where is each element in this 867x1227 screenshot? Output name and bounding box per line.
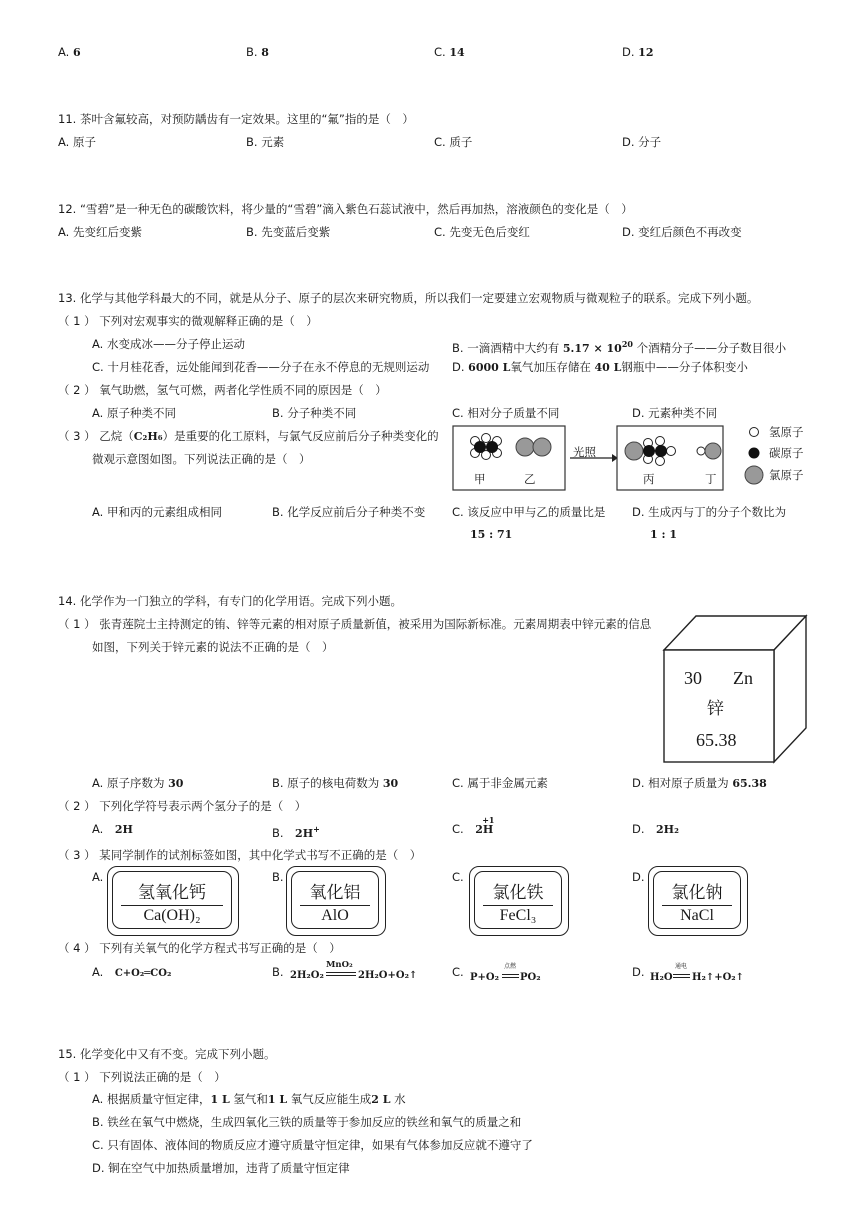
zinc-name: 锌	[707, 699, 724, 719]
q14-part2-option-d[interactable]: D. 2H₂	[632, 822, 679, 836]
arrow-label: 光照	[573, 445, 596, 459]
q13-part3-option-b[interactable]: B. 化学反应前后分子种类不变	[272, 505, 426, 519]
q14-part1-stem: （ 1 ） 张青莲院士主持测定的铕、锌等元素的相对原子质量新值，被采用为国际新标准。元素周期表中锌元素的信息	[58, 617, 652, 631]
q12-option-b[interactable]: B. 先变蓝后变紫	[246, 225, 331, 239]
q14-part1-stem-line2: 如图，下列关于锌元素的说法不正确的是（ ）	[92, 640, 334, 654]
zinc-atomic-number: 30	[684, 668, 702, 688]
eq-b-left: 2H₂O₂	[290, 970, 324, 981]
q15-option-c[interactable]: C. 只有固体、液体间的物质反应才遵守质量守恒定律，如果有气体参加反应就不遵守了	[92, 1138, 533, 1152]
q11-option-c[interactable]: C. 质子	[434, 135, 473, 149]
eq-c-right: PO₂	[520, 972, 541, 983]
hydrogen-atom	[697, 447, 705, 455]
q13-stem: 13. 化学与其他学科最大的不同，就是从分子、原子的层次来研究物质，所以我们一定要建立宏观物质与微观粒子的联系。完成下列小题。	[58, 291, 759, 305]
q15-option-d[interactable]: D. 铜在空气中加热质量增加，违背了质量守恒定律	[92, 1161, 350, 1175]
label-option-b[interactable]: B.	[272, 870, 284, 884]
q14-part3-stem: （ 3 ） 某同学制作的试剂标签如图，其中化学式书写不正确的是（ ）	[58, 848, 422, 862]
q13-part3-option-d[interactable]: D. 生成丙与丁的分子个数比为	[632, 505, 787, 519]
legend-chlorine: 氯原子	[769, 468, 804, 482]
eq-b-right: 2H₂O+O₂↑	[358, 970, 418, 981]
chlorine-atom	[533, 438, 551, 456]
legend-carbon: 碳原子	[769, 446, 804, 460]
q13-part3-stem: （ 3 ） 乙烷（C₂H₆）是重要的化工原料，与氯气反应前后分子种类变化的	[58, 429, 439, 443]
q14-part1-option-c[interactable]: C. 属于非金属元素	[452, 776, 548, 790]
zinc-symbol: Zn	[733, 668, 753, 688]
eq-d-condition: 通电	[675, 963, 688, 970]
q13-part2-option-c[interactable]: C. 相对分子质量不同	[452, 406, 560, 420]
carbon-atom	[655, 445, 667, 457]
chlorine-atom	[705, 443, 721, 459]
eq-d-sign	[673, 974, 690, 978]
q13-part3-option-c-value: 15 : 71	[470, 528, 513, 541]
q14-stem: 14. 化学作为一门独立的学科，有专门的化学用语。完成下列小题。	[58, 594, 402, 608]
legend-hydrogen: 氢原子	[769, 425, 804, 439]
q13-part2-stem: （ 2 ） 氧气助燃，氢气可燃，两者化学性质不同的原因是（ ）	[58, 383, 387, 397]
eq-c-condition: 点燃	[504, 963, 517, 970]
q14-part4-option-c[interactable]: C.	[452, 965, 464, 979]
carbon-atom	[486, 441, 498, 453]
q11-option-b[interactable]: B. 元素	[246, 135, 285, 149]
carbon-atom	[643, 445, 655, 457]
q14-part2-option-c[interactable]: C. +1 2H	[452, 815, 495, 836]
label-option-d[interactable]: D.	[632, 870, 645, 884]
q14-part4-option-b[interactable]: B.	[272, 965, 284, 979]
q12-stem: 12. “雪碧”是一种无色的碳酸饮料，将少量的“雪碧”滴入紫色石蕊试液中，然后再加热，溶液颜色的变化是（ ）	[58, 202, 633, 216]
q13-part2-option-d[interactable]: D. 元素种类不同	[632, 406, 718, 420]
eq-b-catalyst: MnO₂	[326, 960, 353, 970]
q11-option-a[interactable]: A. 原子	[58, 135, 96, 149]
eq-c-left: P+O₂	[470, 972, 499, 983]
q12-option-c[interactable]: C. 先变无色后变红	[434, 225, 530, 239]
q13-part1-stem: （ 1 ） 下列对宏观事实的微观解释正确的是（ ）	[58, 314, 318, 328]
q13-part1-option-d[interactable]: D. 6000 L氧气加压存储在 40 L钢瓶中——分子体积变小	[452, 360, 748, 374]
legend-carbon-icon	[749, 448, 760, 459]
q13-part3-stem-line2: 微观示意图如图。下列说法正确的是（ ）	[92, 452, 311, 466]
hydrogen-atom	[656, 457, 665, 466]
q14-part1-option-d[interactable]: D. 相对原子质量为 65.38	[632, 776, 767, 790]
label-jia: 甲	[474, 472, 486, 486]
legend-chlorine-icon	[745, 466, 763, 484]
q14-part2-option-b[interactable]: B. 2H+	[272, 824, 320, 840]
zinc-atomic-mass: 65.38	[696, 730, 737, 750]
label-ding: 丁	[705, 472, 717, 486]
q14-part4-option-d[interactable]: D.	[632, 965, 645, 979]
q13-part2-option-b[interactable]: B. 分子种类不同	[272, 406, 357, 420]
q13-part1-option-b[interactable]: B. 一滴酒精中大约有 $5.17 \times 10^{20}$ 个酒精分子——分子数目很小	[452, 339, 787, 355]
q12-option-a[interactable]: A. 先变红后变紫	[58, 225, 142, 239]
eq-c-sign	[502, 974, 519, 978]
chlorine-atom	[625, 442, 643, 460]
q13-part3-option-d-value: 1 : 1	[650, 528, 678, 541]
q15-part1-stem: （ 1 ） 下列说法正确的是（ ）	[58, 1070, 226, 1084]
q14-part4-stem: （ 4 ） 下列有关氧气的化学方程式书写正确的是（ ）	[58, 941, 341, 955]
q10-option-d[interactable]: D. 12	[622, 45, 654, 59]
hydrogen-atom	[656, 437, 665, 446]
q14-part1-option-b[interactable]: B. 原子的核电荷数为 30	[272, 776, 399, 790]
eq-d-left: H₂O	[650, 972, 673, 983]
q10-option-b[interactable]: B. 8	[246, 45, 269, 59]
carbon-atom	[474, 441, 486, 453]
q10-option-a[interactable]: A. 6	[58, 45, 81, 59]
legend-hydrogen-icon	[750, 428, 759, 437]
q14-part4-option-a[interactable]: A. C+O₂═CO₂	[92, 965, 172, 979]
label-yi: 乙	[524, 472, 536, 486]
q14-part2-stem: （ 2 ） 下列化学符号表示两个氢分子的是（ ）	[58, 799, 307, 813]
q15-stem: 15. 化学变化中又有不变。完成下列小题。	[58, 1047, 276, 1061]
reagent-label-a[interactable]: 氢氧化钙 Ca(OH)₂	[112, 871, 232, 929]
q11-option-d[interactable]: D. 分子	[622, 135, 662, 149]
q13-part1-option-c[interactable]: C. 十月桂花香，远处能闻到花香——分子在永不停息的无规则运动	[92, 360, 430, 374]
label-option-c[interactable]: C.	[452, 870, 464, 884]
q10-option-c[interactable]: C. 14	[434, 45, 465, 59]
q11-stem: 11. 茶叶含氟较高，对预防龋齿有一定效果。这里的“氟”指的是（ ）	[58, 112, 414, 126]
q15-option-a[interactable]: A. 根据质量守恒定律，1 L 氢气和1 L 氧气反应能生成2 L 水	[92, 1092, 406, 1106]
reagent-label-b[interactable]: 氧化铝 AlO	[291, 871, 379, 929]
reagent-label-d[interactable]: 氯化钠 NaCl	[653, 871, 741, 929]
reagent-label-c[interactable]: 氯化铁 FeCl₃	[474, 871, 562, 929]
label-option-a[interactable]: A.	[92, 870, 104, 884]
eq-d-right: H₂↑+O₂↑	[692, 972, 745, 983]
q13-part2-option-a[interactable]: A. 原子种类不同	[92, 406, 176, 420]
q13-part3-option-a[interactable]: A. 甲和丙的元素组成相同	[92, 505, 222, 519]
q15-option-b[interactable]: B. 铁丝在氧气中燃烧，生成四氧化三铁的质量等于参加反应的铁丝和氧气的质量之和	[92, 1115, 522, 1129]
chlorine-atom	[516, 438, 534, 456]
reactants-box	[453, 426, 565, 490]
label-bing: 丙	[643, 472, 655, 486]
hydrogen-atom	[667, 447, 676, 456]
eq-b-sign	[326, 972, 356, 976]
q14-part2-option-a[interactable]: A. 2H	[92, 822, 133, 836]
q14-part1-option-a[interactable]: A. 原子序数为 30	[92, 776, 184, 790]
q12-option-d[interactable]: D. 变红后颜色不再改变	[622, 225, 742, 239]
hydrogen-atom	[482, 434, 491, 443]
q13-part3-option-c[interactable]: C. 该反应中甲与乙的质量比是	[452, 505, 606, 519]
q13-part1-option-a[interactable]: A. 水变成冰——分子停止运动	[92, 337, 245, 351]
